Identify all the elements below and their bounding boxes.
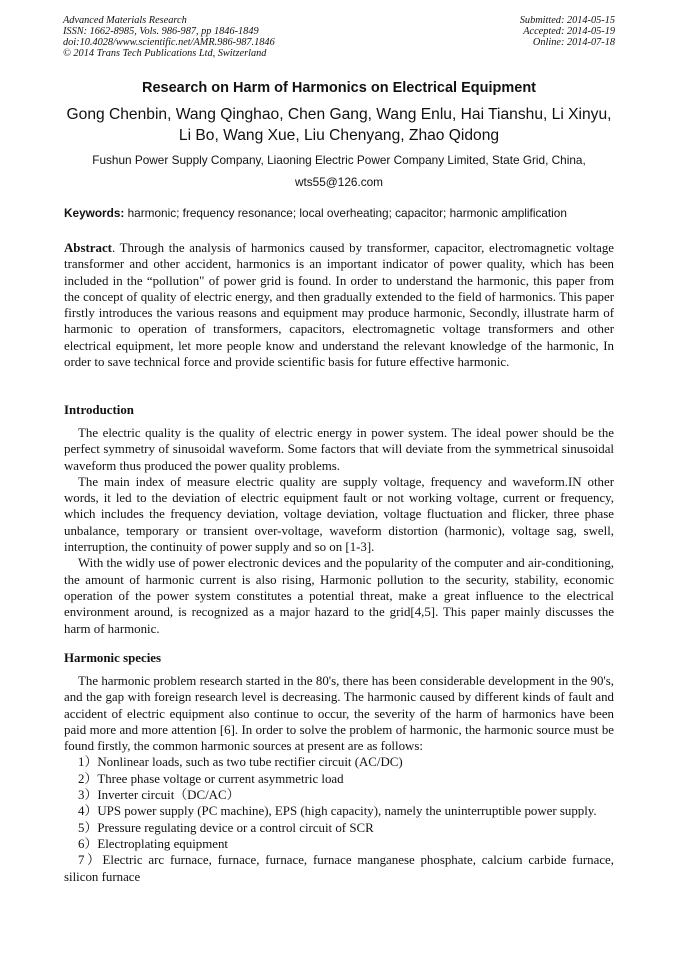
intro-paragraph: The main index of measure electric quality are supply voltage, frequency and waveform.IN other words, it led to the deviation of electric equipment fault or not working voltage, current or frequency, which includes the frequency deviation, voltage deviation, voltage fluctuation and flicker, three phase unbalance, temporary or transient over-voltage, waveform distortion (harmonic), voltage sag, swell, interruption, the continuity of power supply and so on [1-3].: [64, 474, 614, 555]
list-item: 1）Nonlinear loads, such as two tube rectifier circuit (AC/DC): [78, 755, 403, 770]
intro-paragraph: With the widly use of power electronic devices and the popularity of the computer and air-conditioning, the amount of harmonic current is also rising, Harmonic pollution to the security, stability, economic operation of the power system constitutes a potential threat, make a great influence to the electrical environment around, is recognized as a major hazard to the grid[4,5]. This paper mainly discusses the harm of harmonic.: [64, 556, 614, 636]
keywords: [64, 206, 624, 221]
affiliation: Fushun Power Supply Company, Liaoning Electric Power Company Limited, State Grid, China,: [92, 153, 586, 167]
list-item: 5）Pressure regulating device or a control circuit of SCR: [78, 820, 374, 835]
doi-link[interactable]: doi:10.4028/www.scientific.net/AMR.986-987.1846: [63, 37, 275, 48]
accepted-date: Accepted: 2014-05-19: [523, 26, 615, 37]
submitted-date: Submitted: 2014-05-15: [519, 15, 615, 26]
authors-line-2: Li Bo, Wang Xue, Liu Chenyang, Zhao Qidong: [178, 127, 500, 144]
introduction-section: [64, 425, 614, 637]
introduction-heading: Introduction: [64, 403, 134, 417]
authors-line-1: Gong Chenbin, Wang Qinghao, Chen Gang, Wang Enlu, Hai Tianshu, Li Xinyu,: [66, 106, 612, 123]
journal-name: Advanced Materials Research: [63, 15, 187, 26]
species-paragraph: The harmonic problem research started in the 80's, there has been considerable development in the 90's, and the gap with foreign research level is decreasing. The harmonic caused by different kinds of fault and accident of electric equipment also continue to occur, the severity of the harm of harmonics have been paid more and more attention [6]. In order to solve the problem of harmonic, the harmonic source must be found firstly, the common harmonic sources at present are as follows:: [64, 674, 614, 754]
keywords-text: harmonic; frequency resonance; local overheating; capacitor; harmonic amplification: [127, 206, 567, 220]
list-item: 7）Electric arc furnace, furnace, furnace, furnace manganese phosphate, calcium carbide furnace, silicon furnace: [64, 853, 614, 884]
author-list: [40, 104, 638, 146]
keywords-label: Keywords:: [64, 206, 125, 220]
journal-header: [63, 15, 275, 59]
abstract-label: Abstract: [64, 241, 112, 255]
issn-line: ISSN: 1662-8985, Vols. 986-987, pp 1846-1849: [63, 26, 259, 37]
harmonic-species-section: [64, 673, 614, 885]
list-item: 4）UPS power supply (PC machine), EPS (high capacity), namely the uninterruptible power supply.: [78, 804, 597, 819]
list-item: 3）Inverter circuit（DC/AC）: [78, 788, 240, 803]
abstract-text: . Through the analysis of harmonics caused by transformer, capacitor, electromagnetic voltage transformer and other accident, harmonics is an important indicator of power quality, which has been included in the “pollution" of power grid is found. In order to understand the harmonic, this paper from the concept of quality of electric energy, and then gradually extended to the field of harmonics. This paper firstly introduces the various reasons and equipment may produce harmonic, Secondly, illustrate harm of harmonic to operation of transformers, capacitors, electromagnetic voltage transformers and other electrical equipment, let more people know and understand the relevant knowledge of the harmonic, In order to save technical force and provide scientific basis for future effective harmonic.: [64, 241, 614, 370]
affiliation-block: [40, 149, 638, 193]
online-date: Online: 2014-07-18: [532, 37, 615, 48]
email-link[interactable]: wts55@126.com: [294, 175, 384, 189]
abstract: [64, 240, 614, 370]
copyright-line: © 2014 Trans Tech Publications Ltd, Switzerland: [63, 48, 267, 59]
intro-paragraph: The electric quality is the quality of electric energy in power system. The ideal power should be the perfect symmetry of sinusoidal waveform. Some factors that will deviate from the symmetrical sinusoidal waveform thus produced the power quality problems.: [64, 426, 614, 473]
list-item: 2）Three phase voltage or current asymmetric load: [78, 771, 344, 786]
harmonic-species-heading: Harmonic species: [64, 651, 162, 665]
dates-header: [520, 15, 615, 48]
list-item: 6）Electroplating equipment: [78, 836, 228, 851]
paper-title: Research on Harm of Harmonics on Electrical Equipment: [141, 80, 537, 96]
